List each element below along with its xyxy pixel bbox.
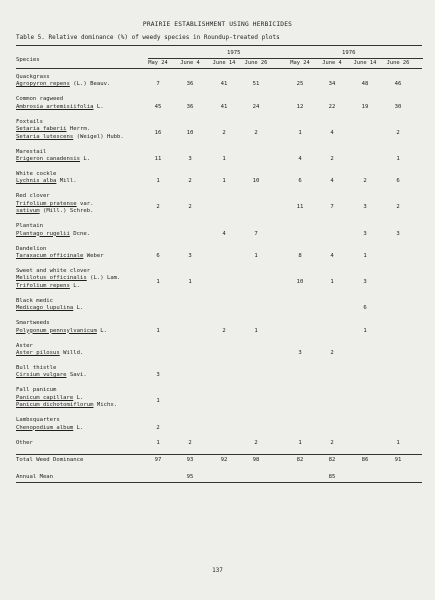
value-cell: 3 xyxy=(363,279,367,286)
scientific-name: Polygonum pennsylvanicum xyxy=(16,327,97,334)
value-cell: 45 xyxy=(154,103,162,110)
species-cell xyxy=(16,193,93,215)
species-group-name: Black medic xyxy=(16,297,54,304)
species-cell xyxy=(16,320,107,335)
scientific-name-line xyxy=(16,231,90,238)
value-cell: 3 xyxy=(298,349,302,356)
value-cell: 3 xyxy=(156,372,160,379)
species-group-name: Aster xyxy=(16,342,33,349)
scientific-name-line xyxy=(16,328,107,335)
value-cell: 22 xyxy=(328,103,336,110)
value-cell: 10 xyxy=(186,129,194,136)
scientific-name-line xyxy=(16,372,87,379)
species-cell xyxy=(16,365,87,380)
value-cell: 16 xyxy=(154,129,162,136)
scientific-name: Setaria faberii xyxy=(16,126,67,133)
scientific-name-line xyxy=(16,208,93,215)
authority: (Mill.) Schreb. xyxy=(42,208,94,215)
species-cell xyxy=(16,298,83,313)
value-cell: 1 xyxy=(396,439,400,446)
value-cell: 3 xyxy=(363,204,367,211)
species-cell xyxy=(16,268,120,290)
running-title: PRAIRIE ESTABLISHMENT USING HERBICIDES xyxy=(142,21,293,28)
year-1975: 1975 xyxy=(227,50,241,56)
value-cell: 2 xyxy=(363,178,367,185)
scientific-name: Ambrosia artemisiifolia xyxy=(16,103,94,110)
scientific-name: Plantago rugelii xyxy=(16,230,70,237)
authority: L. xyxy=(100,327,107,334)
scientific-name: Trifolium pratense xyxy=(16,200,77,207)
value-cell: 1 xyxy=(363,252,367,259)
species-group-name: Total Weed Dominance xyxy=(16,456,84,463)
value-cell: 3 xyxy=(396,230,400,237)
value-cell: 2 xyxy=(222,129,226,136)
scientific-name: Agropyron repens xyxy=(16,81,70,88)
value-cell: 6 xyxy=(156,252,160,259)
scientific-name: Taraxacum officinale xyxy=(16,253,84,259)
scientific-name-line xyxy=(16,81,110,88)
value-cell: 2 xyxy=(188,178,192,185)
authority: L. xyxy=(76,305,84,312)
value-cell: 11 xyxy=(296,204,304,211)
value-cell: 2 xyxy=(222,327,226,334)
table-top-rule xyxy=(16,45,422,46)
authority: Herrm. xyxy=(69,126,91,133)
value-cell: 2 xyxy=(330,439,334,446)
species-cell xyxy=(16,96,104,111)
value-cell: 25 xyxy=(296,81,304,88)
value-cell: 1 xyxy=(396,155,400,162)
scientific-name: sativum xyxy=(16,208,40,215)
scientific-name: Aster pilosus xyxy=(16,350,60,356)
value-cell: 6 xyxy=(298,178,302,185)
authority: Weber xyxy=(86,253,104,259)
authority: var. xyxy=(80,200,94,207)
value-cell: 2 xyxy=(188,439,192,446)
scientific-name-line xyxy=(16,253,104,260)
authority: L. xyxy=(73,282,81,289)
scientific-name: Panicum dichotomiflorum xyxy=(16,402,94,409)
authority: L. xyxy=(76,394,84,401)
value-cell: 1 xyxy=(156,178,160,185)
value-cell: 30 xyxy=(394,103,402,110)
value-cell: 2 xyxy=(254,129,258,136)
authority: (L.) Lam. xyxy=(90,275,121,282)
scientific-name: Panicum capillare xyxy=(16,394,74,401)
value-cell: 1 xyxy=(222,178,226,185)
value-cell: 1 xyxy=(363,327,367,334)
species-group-name: Sweet and white clover xyxy=(16,268,91,274)
value-cell: 98 xyxy=(252,456,260,463)
total-top-rule xyxy=(16,454,422,455)
value-cell: 7 xyxy=(254,230,258,237)
authority: Savi. xyxy=(69,372,87,379)
value-cell: 6 xyxy=(363,305,367,312)
species-cell xyxy=(16,223,90,238)
value-cell: 97 xyxy=(154,456,162,463)
value-cell: 93 xyxy=(186,456,194,463)
value-cell: 3 xyxy=(363,230,367,237)
value-cell: 4 xyxy=(330,252,334,259)
scientific-name: Lychnis alba xyxy=(16,178,57,185)
scientific-name-line xyxy=(16,156,90,163)
scientific-name: Trifolium repens xyxy=(16,282,70,289)
scientific-name-line xyxy=(16,402,117,409)
value-cell: 2 xyxy=(330,155,334,162)
value-cell: 1 xyxy=(156,398,160,405)
value-cell: 4 xyxy=(298,155,302,162)
value-cell: 1 xyxy=(330,279,334,286)
scientific-name: Chenopodium album xyxy=(16,424,74,431)
value-cell: 7 xyxy=(156,81,160,88)
value-cell: 7 xyxy=(330,204,334,211)
value-cell: 41 xyxy=(220,81,228,88)
date-header: June 4 xyxy=(180,60,200,66)
date-header: May 24 xyxy=(290,60,310,66)
date-header: June 14 xyxy=(353,60,377,66)
value-cell: 3 xyxy=(188,155,192,162)
species-group-name: Dandelion xyxy=(16,245,47,252)
value-cell: 24 xyxy=(252,103,260,110)
value-cell: 91 xyxy=(394,456,402,463)
scientific-name-line xyxy=(16,283,120,290)
value-cell: 95 xyxy=(186,473,194,480)
species-group-name: Annual Mean xyxy=(16,473,54,480)
scientific-name-line xyxy=(16,104,104,111)
value-cell: 4 xyxy=(330,178,334,185)
species-cell xyxy=(16,171,77,186)
value-cell: 1 xyxy=(298,129,302,136)
value-cell: 2 xyxy=(396,204,400,211)
value-cell: 92 xyxy=(220,456,228,463)
value-cell: 1 xyxy=(188,279,192,286)
authority: Michx. xyxy=(96,402,118,409)
species-cell xyxy=(16,417,83,432)
species-cell xyxy=(16,74,110,89)
scientific-name: Cirsium vulgare xyxy=(16,372,67,379)
year-1976: 1976 xyxy=(342,50,356,56)
species-group-name: Quackgrass xyxy=(16,74,50,80)
value-cell: 8 xyxy=(298,252,302,259)
value-cell: 2 xyxy=(396,129,400,136)
value-cell: 48 xyxy=(361,81,369,88)
year-1976-rule xyxy=(283,58,423,59)
date-header: May 24 xyxy=(148,60,168,66)
value-cell: 34 xyxy=(328,81,336,88)
value-cell: 10 xyxy=(296,279,304,286)
scientific-name-line xyxy=(16,305,83,312)
scientific-name-line xyxy=(16,395,117,402)
value-cell: 2 xyxy=(156,424,160,431)
value-cell: 4 xyxy=(330,129,334,136)
scientific-name-line xyxy=(16,350,83,357)
authority: L. xyxy=(83,156,91,162)
date-header: June 26 xyxy=(244,60,268,66)
species-cell xyxy=(16,474,53,481)
value-cell: 19 xyxy=(361,103,369,110)
species-group-name: Bull thistle xyxy=(16,365,57,371)
scientific-name: Setaria lutescens xyxy=(16,133,74,140)
value-cell: 51 xyxy=(252,81,260,88)
value-cell: 2 xyxy=(330,349,334,356)
date-header: June 14 xyxy=(212,60,236,66)
scientific-name: Melilotus officinalis xyxy=(16,275,87,282)
species-group-name: Lambsquarters xyxy=(16,417,60,424)
page-number: 137 xyxy=(212,567,223,574)
species-cell xyxy=(16,246,104,261)
value-cell: 2 xyxy=(254,439,258,446)
species-group-name: Fall panicum xyxy=(16,387,57,394)
authority: L. xyxy=(76,424,84,431)
value-cell: 2 xyxy=(188,204,192,211)
species-cell xyxy=(16,343,83,358)
value-cell: 1 xyxy=(254,252,258,259)
scientific-name-line xyxy=(16,425,83,432)
species-cell xyxy=(16,119,124,141)
species-header: Species xyxy=(16,57,40,63)
value-cell: 1 xyxy=(156,279,160,286)
species-group-name: Common ragweed xyxy=(16,96,64,103)
species-group-name: Marestail xyxy=(16,148,47,155)
value-cell: 1 xyxy=(298,439,302,446)
value-cell: 2 xyxy=(156,204,160,211)
species-group-name: Plantain xyxy=(16,223,43,230)
value-cell: 85 xyxy=(328,473,336,480)
date-header: June 4 xyxy=(322,60,342,66)
value-cell: 3 xyxy=(188,252,192,259)
value-cell: 1 xyxy=(156,439,160,446)
species-group-name: White cockle xyxy=(16,171,57,177)
value-cell: 36 xyxy=(186,81,194,88)
scientific-name-line xyxy=(16,178,77,185)
scientific-name: Medicago lupulina xyxy=(16,305,74,312)
table-caption: Table 5. Relative dominance (%) of weedy species in Roundup-treated plots xyxy=(16,34,280,41)
authority: Dcne. xyxy=(73,230,91,237)
species-cell xyxy=(16,457,83,464)
scientific-name-line xyxy=(16,275,120,282)
value-cell: 6 xyxy=(396,178,400,185)
scientific-name-line xyxy=(16,126,124,133)
authority: Mill. xyxy=(59,178,77,185)
date-header: June 26 xyxy=(386,60,410,66)
value-cell: 82 xyxy=(328,456,336,463)
scientific-name: Erigeron canadensis xyxy=(16,156,80,162)
species-group-name: Red clover xyxy=(16,193,50,200)
value-cell: 4 xyxy=(222,230,226,237)
value-cell: 10 xyxy=(252,178,260,185)
authority: (L.) Beauv. xyxy=(73,81,111,88)
species-cell xyxy=(16,440,33,447)
species-group-name: Other xyxy=(16,439,33,446)
species-cell xyxy=(16,387,117,409)
authority: Willd. xyxy=(63,350,84,356)
value-cell: 12 xyxy=(296,103,304,110)
scientific-name-line xyxy=(16,201,93,208)
authority: (Weigel) Hubb. xyxy=(76,133,124,140)
value-cell: 41 xyxy=(220,103,228,110)
table-bottom-rule xyxy=(16,482,422,483)
value-cell: 1 xyxy=(254,327,258,334)
species-cell xyxy=(16,149,90,164)
value-cell: 82 xyxy=(296,456,304,463)
authority: L. xyxy=(96,103,104,110)
value-cell: 1 xyxy=(222,155,226,162)
value-cell: 86 xyxy=(361,456,369,463)
header-bottom-rule xyxy=(16,68,422,69)
value-cell: 11 xyxy=(154,155,162,162)
value-cell: 1 xyxy=(156,327,160,334)
species-group-name: Smartweeds xyxy=(16,320,50,327)
value-cell: 46 xyxy=(394,81,402,88)
value-cell: 36 xyxy=(186,103,194,110)
species-group-name: Foxtails xyxy=(16,118,43,125)
scientific-name-line xyxy=(16,134,124,141)
